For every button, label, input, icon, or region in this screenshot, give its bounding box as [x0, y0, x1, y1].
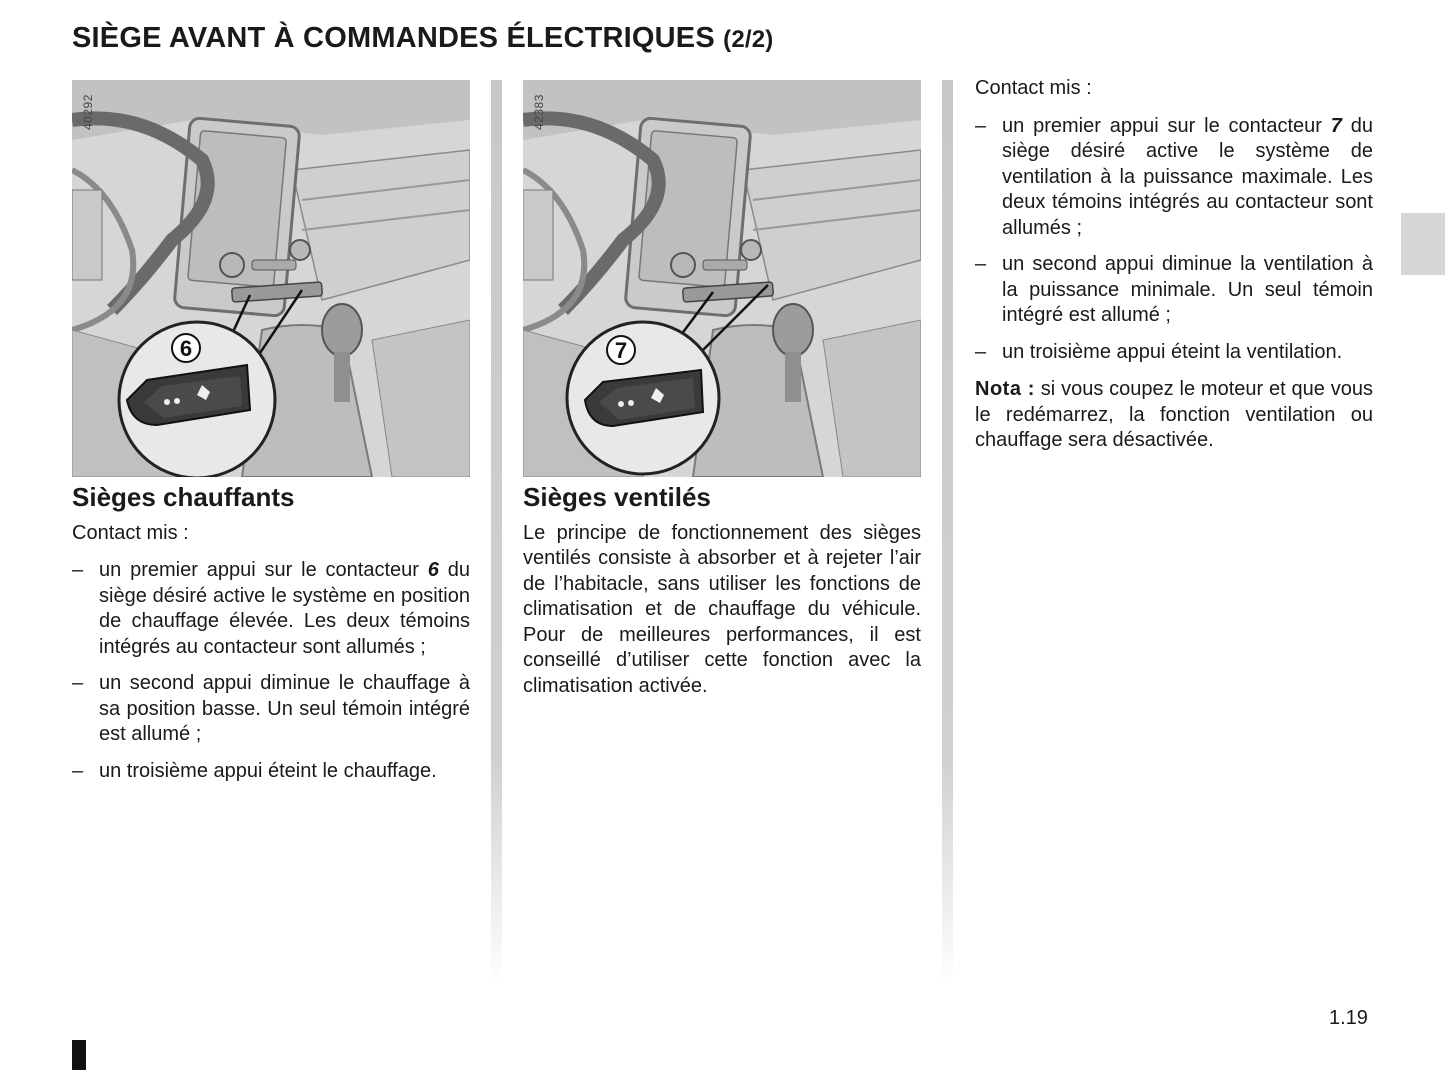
note-paragraph — [975, 377, 1373, 454]
switch-number: 6 — [427, 559, 439, 581]
list-item — [975, 114, 1373, 242]
title-text: SIÈGE AVANT À COMMANDES ÉLECTRIQUES — [72, 22, 715, 54]
list-item — [975, 252, 1373, 329]
list-dash: – — [72, 559, 84, 581]
column-ventilation-usage — [975, 76, 1373, 454]
list-item — [72, 671, 470, 748]
section-heading-ventilated: Sièges ventilés — [523, 482, 711, 512]
list-item — [975, 340, 1373, 366]
item-text: un second appui diminue la ventilation à la puissance minimale. Un seul témoin intégré est allumé ; — [1002, 253, 1373, 326]
list-dash: – — [72, 672, 84, 694]
callout-7: 7 — [614, 338, 628, 363]
column-ventilated-seats — [523, 80, 921, 699]
note-label: Nota : — [975, 378, 1035, 400]
heated-steps-list — [72, 558, 470, 784]
dashboard-illustration — [523, 80, 921, 477]
contact-intro: Contact mis : — [975, 77, 1092, 99]
list-item — [72, 759, 470, 785]
list-dash: – — [975, 340, 987, 363]
list-dash: – — [72, 759, 84, 782]
title-part-indicator: (2/2) — [723, 26, 774, 53]
note-text: si vous coupez le moteur et que vous le redémarrez, la fonction ventilation ou chauffage sera désactivée. — [975, 378, 1373, 451]
list-dash: – — [975, 114, 987, 137]
column-divider — [942, 80, 953, 985]
item-text: un premier appui sur le contacteur — [99, 559, 428, 581]
item-text: un troisième appui éteint le chauffage. — [99, 759, 437, 782]
chapter-tab — [1401, 213, 1445, 275]
contact-intro: Contact mis : — [72, 521, 189, 544]
item-text: un premier appui sur le contacteur — [1002, 114, 1331, 137]
ventilated-description: Le principe de fonctionnement des sièges ventilés consiste à absorber et à rejeter l’air de l’habitacle, sans utiliser les fonctions de climatisation et de chauffage du véhicule. Pour de meilleures performances, il est conseillé d’utiliser cette fonction avec la climatisation activée. — [523, 521, 921, 697]
item-text: un second appui diminue le chauffage à sa position basse. Un seul témoin intégré est allumé ; — [99, 672, 470, 745]
page-corner-mark — [72, 1040, 86, 1070]
section-heading-heated: Sièges chauffants — [72, 482, 295, 512]
list-dash: – — [975, 253, 987, 275]
figure-ventilated-seat-switch — [523, 80, 921, 477]
item-text: du siège désiré active le système de ventilation à la puissance maximale. Les deux témoins intégrés au contacteur sont allumés ; — [1002, 114, 1373, 239]
figure-reference: 42383 — [532, 94, 546, 130]
column-heated-seats — [72, 80, 470, 795]
figure-reference: 40292 — [81, 94, 95, 130]
list-item — [72, 558, 470, 660]
page-title — [72, 22, 774, 55]
column-divider — [491, 80, 502, 985]
callout-6: 6 — [179, 336, 193, 361]
dashboard-illustration — [72, 80, 470, 477]
item-text: un troisième appui éteint la ventilation. — [1002, 340, 1343, 363]
ventilation-steps-list — [975, 114, 1373, 366]
figure-heated-seat-switch — [72, 80, 470, 477]
page-number: 1.19 — [1329, 1007, 1368, 1029]
switch-number: 7 — [1330, 114, 1342, 137]
item-text: du siège désiré active le système en position de chauffage élevée. Les deux témoins intégrés au contacteur sont allumés ; — [99, 559, 470, 658]
